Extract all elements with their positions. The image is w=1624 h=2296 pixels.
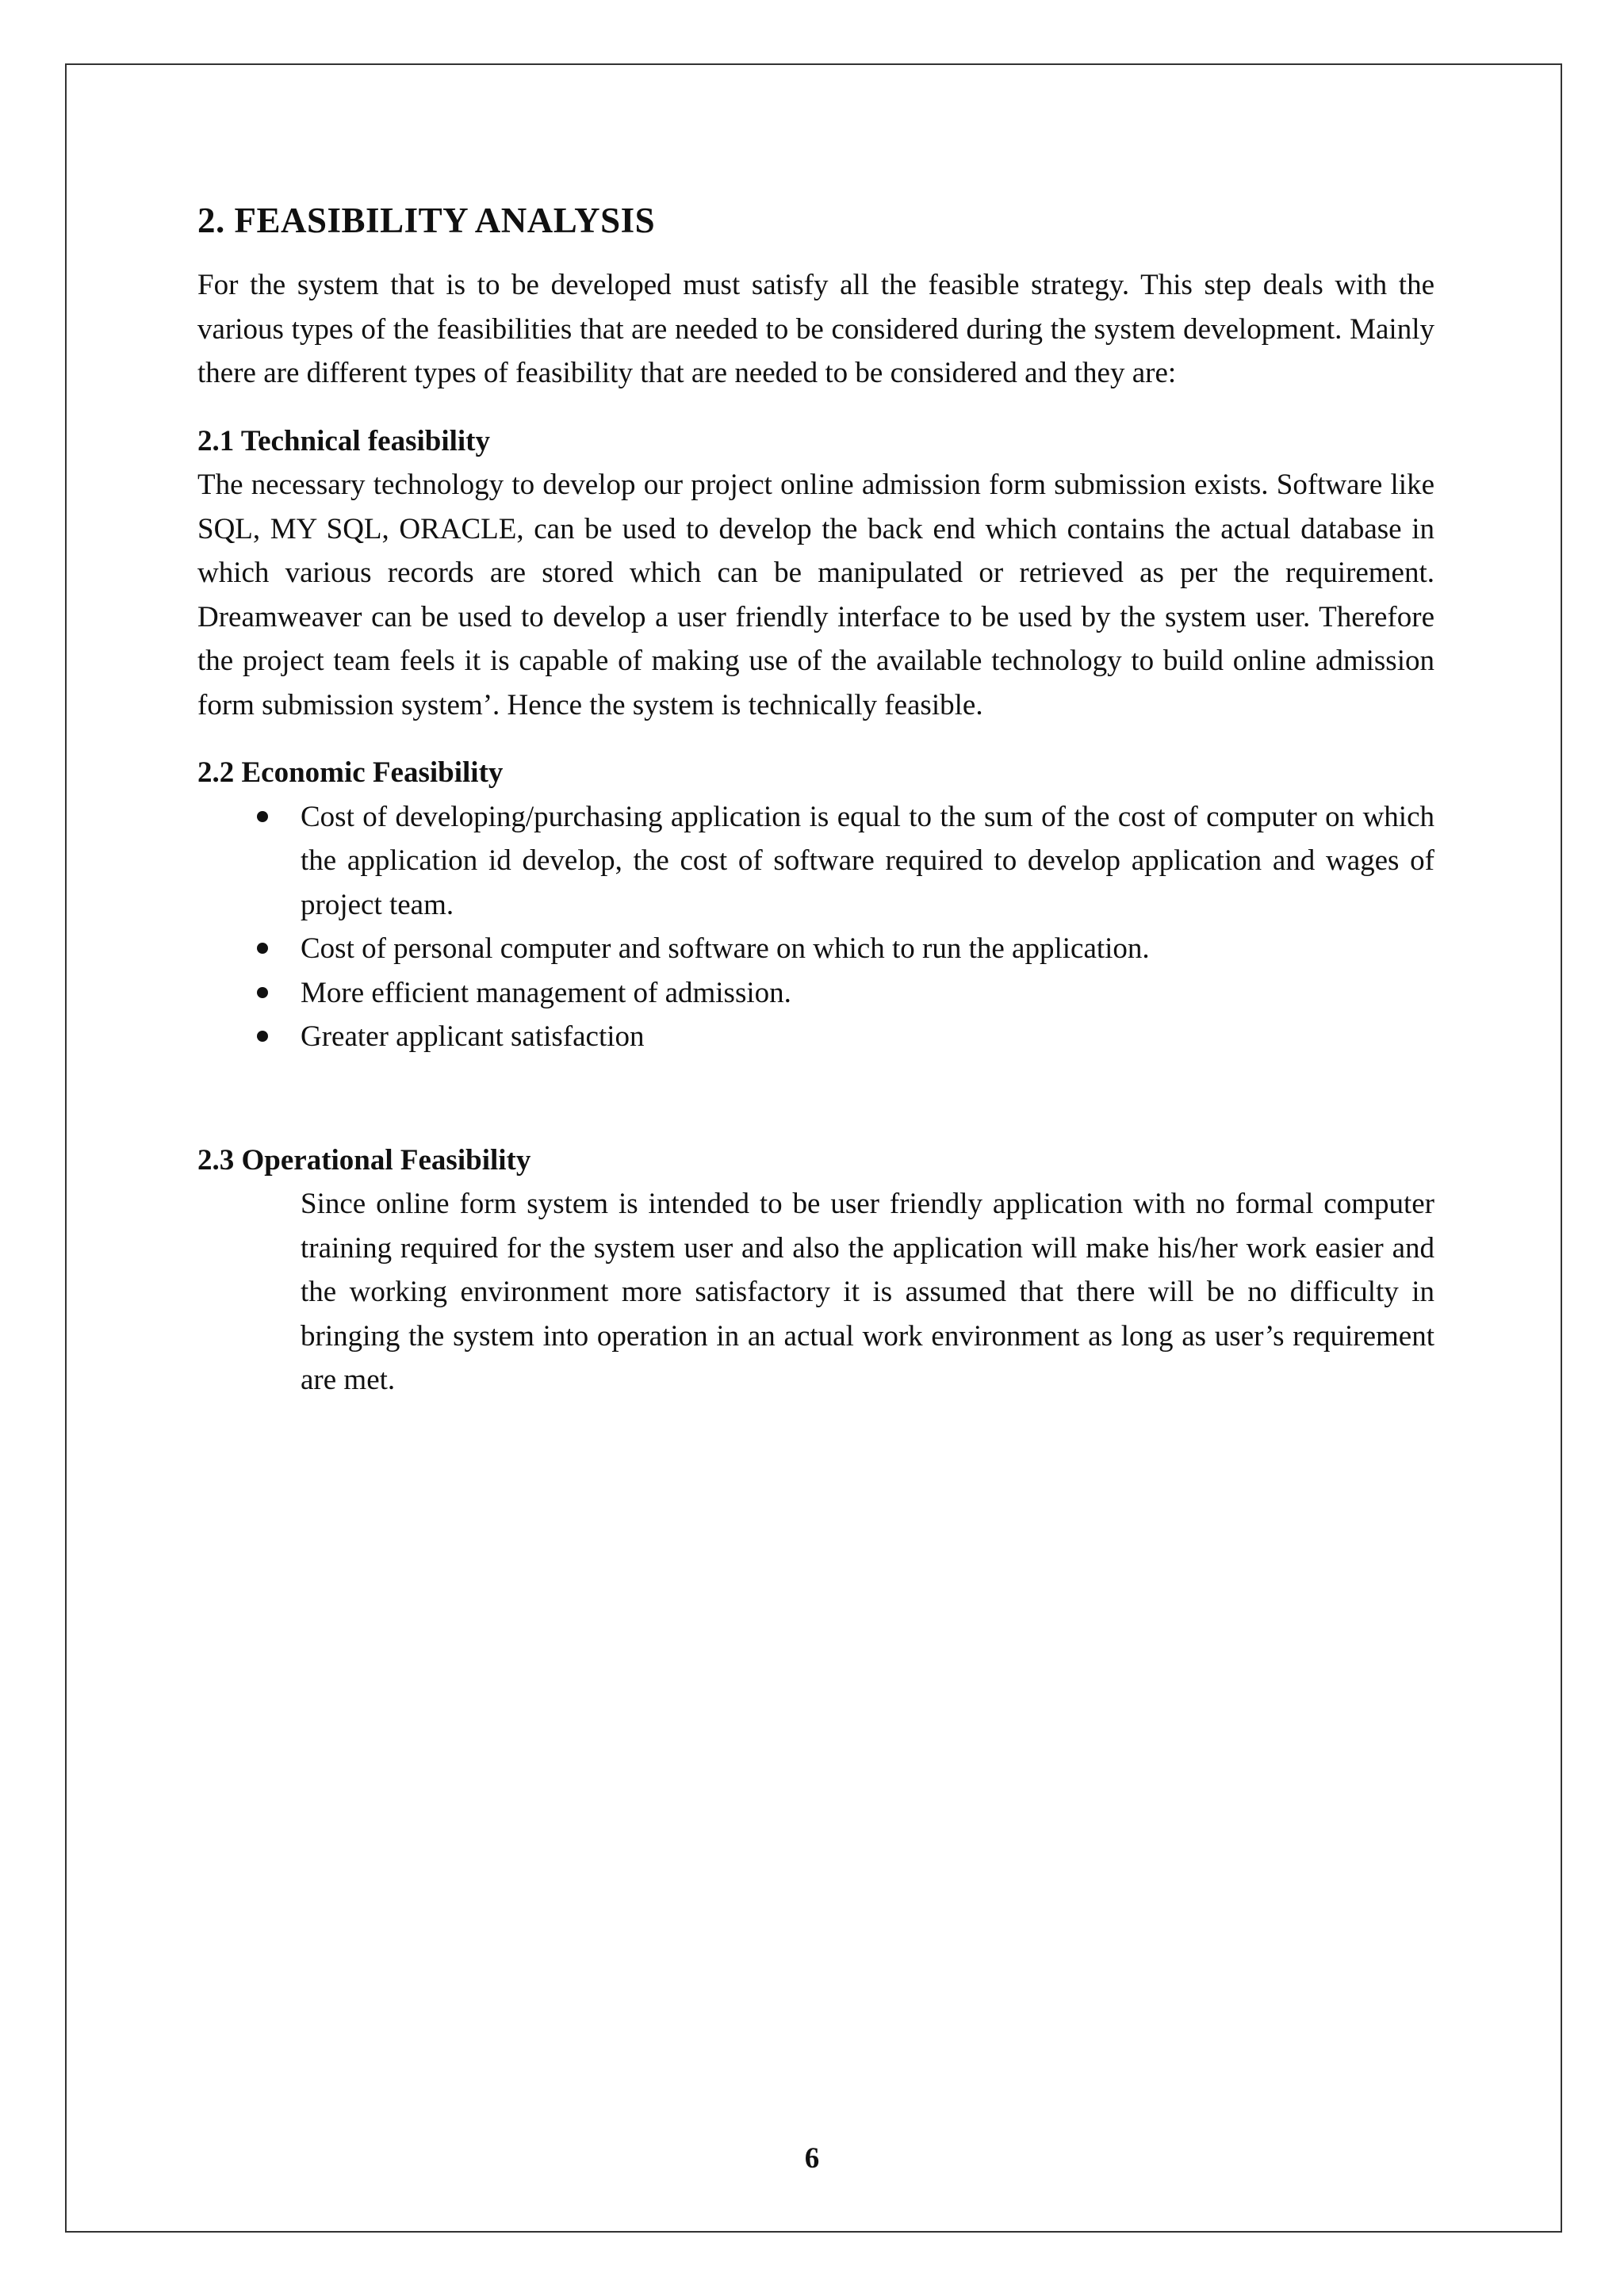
intro-paragraph: For the system that is to be developed must satisfy all the feasible strategy. This step deals with the various types of the feasibilities that are needed to be considered during the system development. Mainly there are different types of feasibility that are needed to be considered and they are: <box>197 269 1434 389</box>
section-technical-title: 2.1 Technical feasibility <box>197 424 491 457</box>
bullet-icon <box>257 943 268 954</box>
list-item <box>301 795 1434 928</box>
section-operational-body: Since online form system is intended to be user friendly application with no formal computer training required for the system user and also the application will make his/her work easier and the working environment more satisfactory it is assumed that there will be no difficulty in bringing the system into operation in an actual work environment as long as user’s requirement are met. <box>301 1188 1434 1396</box>
list-item-text: Cost of personal computer and software on which to run the application. <box>301 932 1150 965</box>
list-item <box>301 971 1434 1016</box>
economic-bullet-list <box>197 795 1434 1059</box>
list-item-text: More efficient management of admission. <box>301 976 791 1009</box>
section-technical-body: The necessary technology to develop our project online admission form submission exists. Software like SQL, MY SQL, ORACLE, can be used to develop the back end which contains the actual database in which various records are stored which can be manipulated or retrieved as per the requirement. Dreamweaver can be used to develop a user friendly interface to be used by the system user. Therefore the project team feels it is capable of making use of the available technology to build online admission form submission system’. Hence the system is technically feasible. <box>197 469 1434 721</box>
bullet-icon <box>257 987 268 998</box>
page-number: 6 <box>804 2142 820 2175</box>
list-item-text: Cost of developing/purchasing application is equal to the sum of the cost of computer on which the application id develop, the cost of software required to develop application and wages of project team. <box>301 800 1434 921</box>
page-title: 2. FEASIBILITY ANALYSIS <box>197 201 656 240</box>
section-economic-title: 2.2 Economic Feasibility <box>197 756 504 789</box>
list-item <box>301 1015 1434 1059</box>
bullet-icon <box>257 1031 268 1042</box>
document-body <box>197 197 1434 1402</box>
list-item-text: Greater applicant satisfaction <box>301 1020 645 1053</box>
section-operational-title: 2.3 Operational Feasibility <box>197 1143 531 1177</box>
bullet-icon <box>257 811 268 822</box>
list-item <box>301 927 1434 971</box>
